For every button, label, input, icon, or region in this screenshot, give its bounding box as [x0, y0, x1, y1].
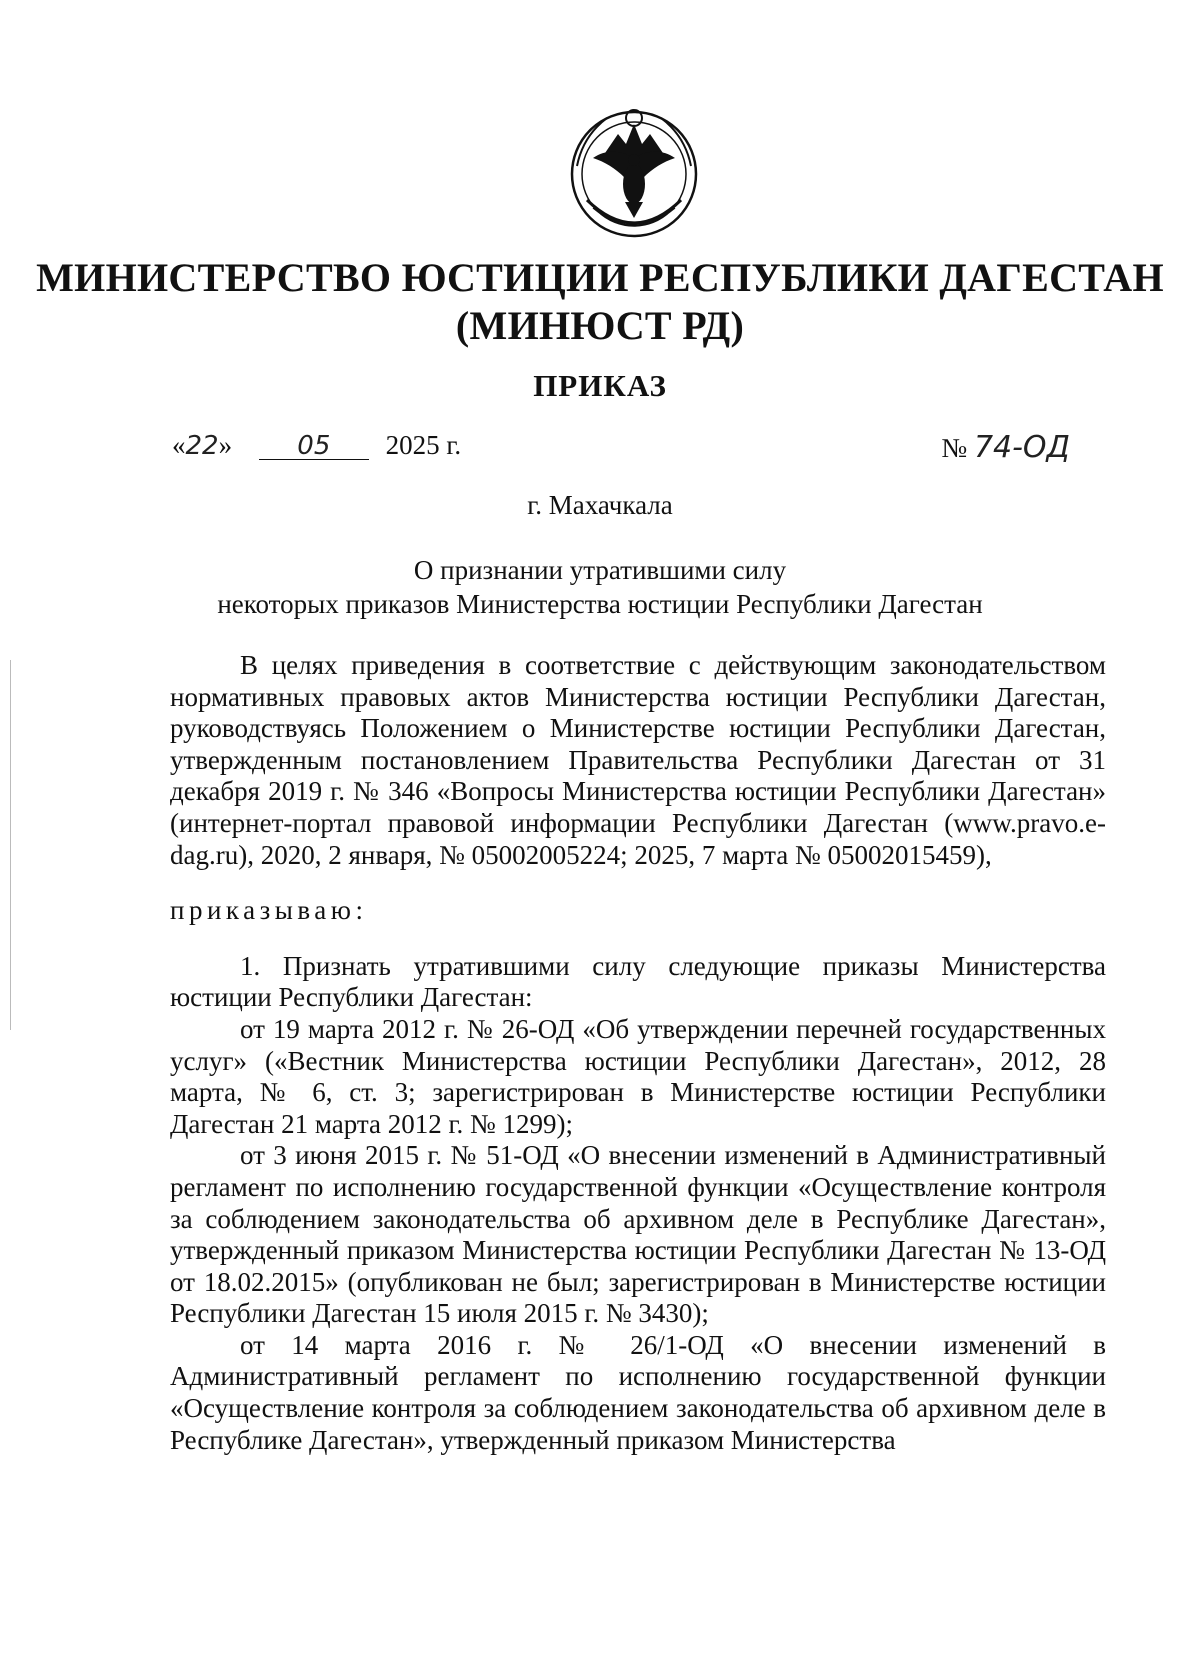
number-value: 74-ОД [973, 430, 1070, 465]
date-open-quote: « [172, 430, 186, 460]
number-prefix: № [941, 433, 968, 463]
dagestan-coat-of-arms-icon [563, 96, 705, 246]
city-line: г. Махачкала [527, 490, 673, 520]
date-close-quote: » [218, 430, 233, 460]
subject-line2: некоторых приказов Министерства юстиции Республики Дагестан [217, 589, 983, 619]
order-date [172, 430, 461, 461]
document-body [170, 650, 1106, 1456]
scan-margin-line [10, 660, 11, 1030]
preamble-paragraph: В целях приведения в соответствие с действующим законодательством нормативных правовых актов Министерства юстиции Республики Дагестан, руководствуясь Положением о Министерстве юстиции Республики Дагестан, утвержденным постановлением Правительства Республики Дагестан от 31 декабря 2019 г. № 346 «Вопросы Министерства юстиции Республики Дагестан» (интернет-портал правовой информации Республики Дагестан (www.pravo.e-dag.ru), 2020, 2 января, № 05002005224; 2025, 7 марта № 05002015459), [170, 650, 1106, 870]
order-subject [0, 553, 1200, 621]
date-month: 05 [259, 433, 369, 460]
document-type-heading: ПРИКАЗ [533, 368, 667, 403]
date-year: 2025 г. [385, 430, 462, 460]
repealed-order-3: от 14 марта 2016 г. № 26/1-ОД «О внесении изменений в Административный регламент по исполнению государственной функции «Осуществление контроля за соблюдением законодательства об архивном деле в Республике Дагестан», утвержденный приказом Министерства [170, 1329, 1106, 1455]
ministry-title-line1: МИНИСТЕРСТВО ЮСТИЦИИ РЕСПУБЛИКИ ДАГЕСТАН [36, 255, 1164, 300]
date-day: 22 [185, 431, 219, 461]
ministry-title [0, 254, 1200, 350]
repealed-order-1: от 19 марта 2012 г. № 26-ОД «Об утверждении перечней государственных услуг» («Вестник Министерства юстиции Республики Дагестан», 2012, 28 марта, № 6, ст. 3; зарегистрирован в Министерстве юстиции Республики Дагестан 21 марта 2012 г. № 1299); [170, 1013, 1106, 1139]
ministry-title-line2: (МИНЮСТ РД) [455, 303, 745, 348]
subject-line1: О признании утратившими силу [413, 555, 787, 585]
order-verb: приказываю: [170, 895, 368, 926]
repealed-order-2: от 3 июня 2015 г. № 51-ОД «О внесении изменений в Административный регламент по исполнению государственной функции «Осуществление контроля за соблюдением законодательства об архивном деле в Республике Дагестан», утвержденный приказом Министерства юстиции Республики Дагестан № 13-ОД от 18.02.2015» (опубликован не был; зарегистрирован в Министерстве юстиции Республики Дагестан 15 июля 2015 г. № 3430); [170, 1140, 1106, 1329]
order-number [941, 430, 1070, 465]
item-1-paragraph: 1. Признать утратившими силу следующие приказы Министерства юстиции Республики Дагестан: [170, 950, 1106, 1013]
